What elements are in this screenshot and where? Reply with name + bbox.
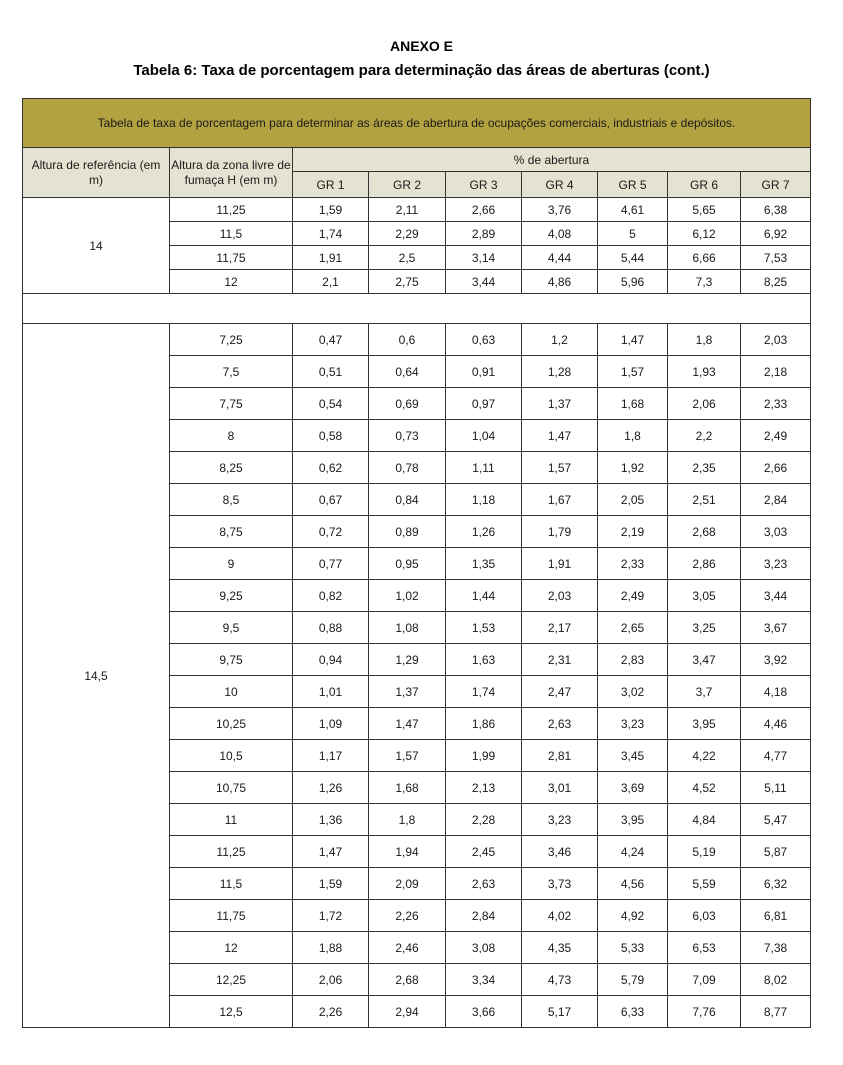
header-ref-height: Altura de referência (em m) — [23, 148, 170, 198]
opening-rate-cell: 3,02 — [598, 676, 668, 708]
opening-rate-cell: 3,45 — [598, 740, 668, 772]
opening-rate-cell: 2,33 — [598, 548, 668, 580]
opening-rate-cell: 1,68 — [369, 772, 446, 804]
smoke-zone-height-cell: 11,5 — [170, 222, 293, 246]
opening-rate-cell: 2,5 — [369, 246, 446, 270]
opening-rate-cell: 8,77 — [741, 996, 811, 1028]
opening-rate-cell: 7,76 — [668, 996, 741, 1028]
opening-rate-cell: 0,6 — [369, 324, 446, 356]
smoke-zone-height-cell: 8 — [170, 420, 293, 452]
opening-rate-cell: 4,02 — [522, 900, 598, 932]
opening-rate-cell: 2,05 — [598, 484, 668, 516]
opening-rate-cell: 1,47 — [369, 708, 446, 740]
header-smoke-zone: Altura da zona livre de fumaça H (em m) — [170, 148, 293, 198]
opening-rate-cell: 2,31 — [522, 644, 598, 676]
opening-rate-cell: 2,18 — [741, 356, 811, 388]
opening-rate-cell: 1,8 — [668, 324, 741, 356]
opening-rate-cell: 1,92 — [598, 452, 668, 484]
opening-rate-cell: 5,11 — [741, 772, 811, 804]
opening-rate-cell: 2,33 — [741, 388, 811, 420]
opening-rate-cell: 1,67 — [522, 484, 598, 516]
opening-rate-cell: 1,91 — [293, 246, 369, 270]
smoke-zone-height-cell: 10,25 — [170, 708, 293, 740]
opening-rate-cell: 5,17 — [522, 996, 598, 1028]
ref-height-cell: 14 — [23, 198, 170, 294]
opening-rate-cell: 2,13 — [446, 772, 522, 804]
opening-rate-cell: 7,09 — [668, 964, 741, 996]
table-body — [23, 198, 811, 1028]
opening-rate-cell: 2,84 — [741, 484, 811, 516]
opening-rate-cell: 3,73 — [522, 868, 598, 900]
section-spacer-row — [23, 294, 811, 324]
opening-rate-cell: 1,99 — [446, 740, 522, 772]
opening-rate-cell: 1,72 — [293, 900, 369, 932]
opening-rate-cell: 4,84 — [668, 804, 741, 836]
opening-rate-cell: 2,63 — [446, 868, 522, 900]
opening-rate-cell: 1,11 — [446, 452, 522, 484]
opening-rate-cell: 1,53 — [446, 612, 522, 644]
opening-rate-cell: 3,23 — [522, 804, 598, 836]
opening-rate-cell: 0,78 — [369, 452, 446, 484]
opening-rate-cell: 1,57 — [369, 740, 446, 772]
ref-height-cell: 14,5 — [23, 324, 170, 1028]
opening-rate-cell: 4,08 — [522, 222, 598, 246]
opening-rate-cell: 2,45 — [446, 836, 522, 868]
opening-rate-cell: 6,33 — [598, 996, 668, 1028]
header-group: GR 7 — [741, 172, 811, 198]
opening-rate-cell: 2,1 — [293, 270, 369, 294]
smoke-zone-height-cell: 12,5 — [170, 996, 293, 1028]
table-caption: Tabela 6: Taxa de porcentagem para determinação das áreas de aberturas (cont.) — [133, 62, 710, 79]
opening-rate-cell: 6,12 — [668, 222, 741, 246]
opening-rate-cell: 1,79 — [522, 516, 598, 548]
opening-rate-cell: 5,44 — [598, 246, 668, 270]
header-group: GR 6 — [668, 172, 741, 198]
opening-rate-cell: 6,03 — [668, 900, 741, 932]
opening-rate-cell: 5,47 — [741, 804, 811, 836]
opening-rate-cell: 0,82 — [293, 580, 369, 612]
opening-rate-cell: 3,44 — [741, 580, 811, 612]
opening-rate-cell: 1,26 — [293, 772, 369, 804]
opening-rate-cell: 2,68 — [668, 516, 741, 548]
smoke-zone-height-cell: 8,75 — [170, 516, 293, 548]
smoke-zone-height-cell: 11,25 — [170, 198, 293, 222]
opening-rate-cell: 1,88 — [293, 932, 369, 964]
opening-rate-cell: 5,33 — [598, 932, 668, 964]
opening-rate-cell: 0,77 — [293, 548, 369, 580]
opening-rate-cell: 1,08 — [369, 612, 446, 644]
opening-rate-cell: 2,17 — [522, 612, 598, 644]
opening-rate-cell: 6,32 — [741, 868, 811, 900]
opening-rate-cell: 1,01 — [293, 676, 369, 708]
opening-rate-cell: 2,35 — [668, 452, 741, 484]
smoke-zone-height-cell: 7,75 — [170, 388, 293, 420]
opening-rate-cell: 1,17 — [293, 740, 369, 772]
opening-rate-cell: 3,05 — [668, 580, 741, 612]
opening-rate-cell: 1,94 — [369, 836, 446, 868]
opening-rate-cell: 3,92 — [741, 644, 811, 676]
opening-rate-cell: 2,75 — [369, 270, 446, 294]
smoke-zone-height-cell: 9 — [170, 548, 293, 580]
smoke-zone-height-cell: 8,5 — [170, 484, 293, 516]
table-title: Tabela de taxa de porcentagem para determinar as áreas de abertura de ocupações comerciais, industriais e depósitos. — [23, 99, 811, 148]
opening-rate-cell: 3,23 — [741, 548, 811, 580]
opening-rate-cell: 3,25 — [668, 612, 741, 644]
opening-rate-cell: 1,59 — [293, 868, 369, 900]
opening-rate-cell: 2,66 — [446, 198, 522, 222]
opening-rate-cell: 1,09 — [293, 708, 369, 740]
opening-rate-cell: 0,95 — [369, 548, 446, 580]
opening-rate-cell: 3,67 — [741, 612, 811, 644]
opening-rate-cell: 1,44 — [446, 580, 522, 612]
opening-rate-cell: 0,94 — [293, 644, 369, 676]
opening-rate-table — [22, 98, 811, 1028]
table-title-row — [23, 99, 811, 148]
opening-rate-cell: 2,19 — [598, 516, 668, 548]
opening-rate-cell: 2,28 — [446, 804, 522, 836]
opening-rate-cell: 2,26 — [369, 900, 446, 932]
opening-rate-cell: 4,46 — [741, 708, 811, 740]
opening-rate-cell: 1,59 — [293, 198, 369, 222]
opening-rate-cell: 6,92 — [741, 222, 811, 246]
opening-rate-cell: 0,89 — [369, 516, 446, 548]
opening-rate-cell: 3,95 — [598, 804, 668, 836]
opening-rate-cell: 1,8 — [369, 804, 446, 836]
opening-rate-cell: 0,54 — [293, 388, 369, 420]
opening-rate-cell: 1,8 — [598, 420, 668, 452]
smoke-zone-height-cell: 9,25 — [170, 580, 293, 612]
opening-rate-cell: 5,59 — [668, 868, 741, 900]
annex-title: ANEXO E — [389, 38, 453, 54]
opening-rate-cell: 2,86 — [668, 548, 741, 580]
opening-rate-cell: 3,69 — [598, 772, 668, 804]
opening-rate-cell: 1,28 — [522, 356, 598, 388]
opening-rate-cell: 4,86 — [522, 270, 598, 294]
opening-rate-cell: 6,53 — [668, 932, 741, 964]
smoke-zone-height-cell: 11 — [170, 804, 293, 836]
opening-rate-cell: 4,73 — [522, 964, 598, 996]
header-group: GR 3 — [446, 172, 522, 198]
opening-rate-cell: 3,08 — [446, 932, 522, 964]
header-group: GR 4 — [522, 172, 598, 198]
smoke-zone-height-cell: 10,75 — [170, 772, 293, 804]
opening-rate-cell: 2,2 — [668, 420, 741, 452]
opening-rate-cell: 5,87 — [741, 836, 811, 868]
opening-rate-cell: 1,36 — [293, 804, 369, 836]
opening-rate-cell: 1,47 — [522, 420, 598, 452]
opening-rate-cell: 2,03 — [741, 324, 811, 356]
smoke-zone-height-cell: 7,5 — [170, 356, 293, 388]
opening-rate-cell: 1,04 — [446, 420, 522, 452]
opening-rate-cell: 6,66 — [668, 246, 741, 270]
opening-rate-cell: 0,88 — [293, 612, 369, 644]
opening-rate-cell: 0,91 — [446, 356, 522, 388]
opening-rate-cell: 8,25 — [741, 270, 811, 294]
opening-rate-cell: 3,7 — [668, 676, 741, 708]
opening-rate-cell: 4,92 — [598, 900, 668, 932]
smoke-zone-height-cell: 10,5 — [170, 740, 293, 772]
opening-rate-cell: 1,2 — [522, 324, 598, 356]
opening-rate-cell: 1,91 — [522, 548, 598, 580]
smoke-zone-height-cell: 12 — [170, 270, 293, 294]
opening-rate-cell: 2,83 — [598, 644, 668, 676]
opening-rate-cell: 3,44 — [446, 270, 522, 294]
opening-rate-cell: 4,61 — [598, 198, 668, 222]
opening-rate-cell: 4,56 — [598, 868, 668, 900]
opening-rate-cell: 1,29 — [369, 644, 446, 676]
opening-rate-cell: 5 — [598, 222, 668, 246]
smoke-zone-height-cell: 9,5 — [170, 612, 293, 644]
smoke-zone-height-cell: 9,75 — [170, 644, 293, 676]
opening-rate-cell: 2,06 — [293, 964, 369, 996]
opening-rate-cell: 3,95 — [668, 708, 741, 740]
opening-rate-cell: 8,02 — [741, 964, 811, 996]
smoke-zone-height-cell: 11,75 — [170, 246, 293, 270]
opening-rate-cell: 1,86 — [446, 708, 522, 740]
smoke-zone-height-cell: 11,25 — [170, 836, 293, 868]
opening-rate-cell: 5,96 — [598, 270, 668, 294]
opening-rate-cell: 6,38 — [741, 198, 811, 222]
opening-rate-cell: 2,81 — [522, 740, 598, 772]
opening-rate-cell: 1,37 — [369, 676, 446, 708]
opening-rate-cell: 5,65 — [668, 198, 741, 222]
opening-rate-cell: 2,47 — [522, 676, 598, 708]
opening-rate-cell: 5,19 — [668, 836, 741, 868]
opening-rate-cell: 4,77 — [741, 740, 811, 772]
header-percent-opening: % de abertura — [293, 148, 811, 172]
opening-rate-cell: 1,74 — [446, 676, 522, 708]
opening-rate-cell: 4,44 — [522, 246, 598, 270]
opening-rate-cell: 2,09 — [369, 868, 446, 900]
opening-rate-cell: 0,63 — [446, 324, 522, 356]
opening-rate-cell: 3,01 — [522, 772, 598, 804]
table-row — [23, 324, 811, 356]
smoke-zone-height-cell: 7,25 — [170, 324, 293, 356]
smoke-zone-height-cell: 11,5 — [170, 868, 293, 900]
opening-rate-cell: 0,69 — [369, 388, 446, 420]
opening-rate-cell: 3,34 — [446, 964, 522, 996]
opening-rate-cell: 2,49 — [598, 580, 668, 612]
opening-rate-cell: 0,97 — [446, 388, 522, 420]
opening-rate-cell: 0,62 — [293, 452, 369, 484]
opening-rate-cell: 2,26 — [293, 996, 369, 1028]
smoke-zone-height-cell: 12,25 — [170, 964, 293, 996]
opening-rate-cell: 1,35 — [446, 548, 522, 580]
opening-rate-cell: 0,67 — [293, 484, 369, 516]
opening-rate-cell: 1,47 — [293, 836, 369, 868]
opening-rate-cell: 0,73 — [369, 420, 446, 452]
opening-rate-cell: 6,81 — [741, 900, 811, 932]
opening-rate-cell: 2,63 — [522, 708, 598, 740]
opening-rate-cell: 1,18 — [446, 484, 522, 516]
opening-rate-cell: 0,51 — [293, 356, 369, 388]
smoke-zone-height-cell: 10 — [170, 676, 293, 708]
opening-rate-cell: 1,26 — [446, 516, 522, 548]
opening-rate-cell: 0,84 — [369, 484, 446, 516]
opening-rate-cell: 3,23 — [598, 708, 668, 740]
opening-rate-cell: 1,37 — [522, 388, 598, 420]
opening-rate-cell: 4,24 — [598, 836, 668, 868]
opening-rate-cell: 3,47 — [668, 644, 741, 676]
opening-rate-cell: 2,46 — [369, 932, 446, 964]
opening-rate-cell: 1,74 — [293, 222, 369, 246]
opening-rate-cell: 2,84 — [446, 900, 522, 932]
opening-rate-cell: 2,68 — [369, 964, 446, 996]
opening-rate-cell: 0,64 — [369, 356, 446, 388]
opening-rate-cell: 7,3 — [668, 270, 741, 294]
opening-rate-cell: 4,18 — [741, 676, 811, 708]
opening-rate-cell: 2,06 — [668, 388, 741, 420]
opening-rate-cell: 0,47 — [293, 324, 369, 356]
smoke-zone-height-cell: 8,25 — [170, 452, 293, 484]
opening-rate-cell: 1,63 — [446, 644, 522, 676]
opening-rate-cell: 1,02 — [369, 580, 446, 612]
opening-rate-cell: 2,29 — [369, 222, 446, 246]
opening-rate-cell: 2,51 — [668, 484, 741, 516]
header-group: GR 5 — [598, 172, 668, 198]
header-row-1 — [23, 148, 811, 172]
opening-rate-cell: 4,22 — [668, 740, 741, 772]
opening-rate-cell: 1,57 — [522, 452, 598, 484]
opening-rate-cell: 0,72 — [293, 516, 369, 548]
opening-rate-cell: 4,52 — [668, 772, 741, 804]
header-group: GR 1 — [293, 172, 369, 198]
smoke-zone-height-cell: 11,75 — [170, 900, 293, 932]
opening-rate-cell: 1,47 — [598, 324, 668, 356]
opening-rate-cell: 0,58 — [293, 420, 369, 452]
opening-rate-cell: 3,14 — [446, 246, 522, 270]
opening-rate-cell: 3,76 — [522, 198, 598, 222]
opening-rate-cell: 2,94 — [369, 996, 446, 1028]
opening-rate-cell: 1,68 — [598, 388, 668, 420]
opening-rate-cell: 1,57 — [598, 356, 668, 388]
opening-rate-cell: 2,89 — [446, 222, 522, 246]
header-group: GR 2 — [369, 172, 446, 198]
section-spacer — [23, 294, 811, 324]
opening-rate-cell: 2,66 — [741, 452, 811, 484]
opening-rate-cell: 3,46 — [522, 836, 598, 868]
opening-rate-cell: 2,03 — [522, 580, 598, 612]
opening-rate-cell: 5,79 — [598, 964, 668, 996]
opening-rate-cell: 2,11 — [369, 198, 446, 222]
opening-rate-cell: 7,38 — [741, 932, 811, 964]
opening-rate-cell: 2,49 — [741, 420, 811, 452]
opening-rate-cell: 4,35 — [522, 932, 598, 964]
opening-rate-cell: 1,93 — [668, 356, 741, 388]
opening-rate-cell: 3,66 — [446, 996, 522, 1028]
opening-rate-cell: 3,03 — [741, 516, 811, 548]
opening-rate-cell: 7,53 — [741, 246, 811, 270]
table-row — [23, 198, 811, 222]
opening-rate-cell: 2,65 — [598, 612, 668, 644]
smoke-zone-height-cell: 12 — [170, 932, 293, 964]
